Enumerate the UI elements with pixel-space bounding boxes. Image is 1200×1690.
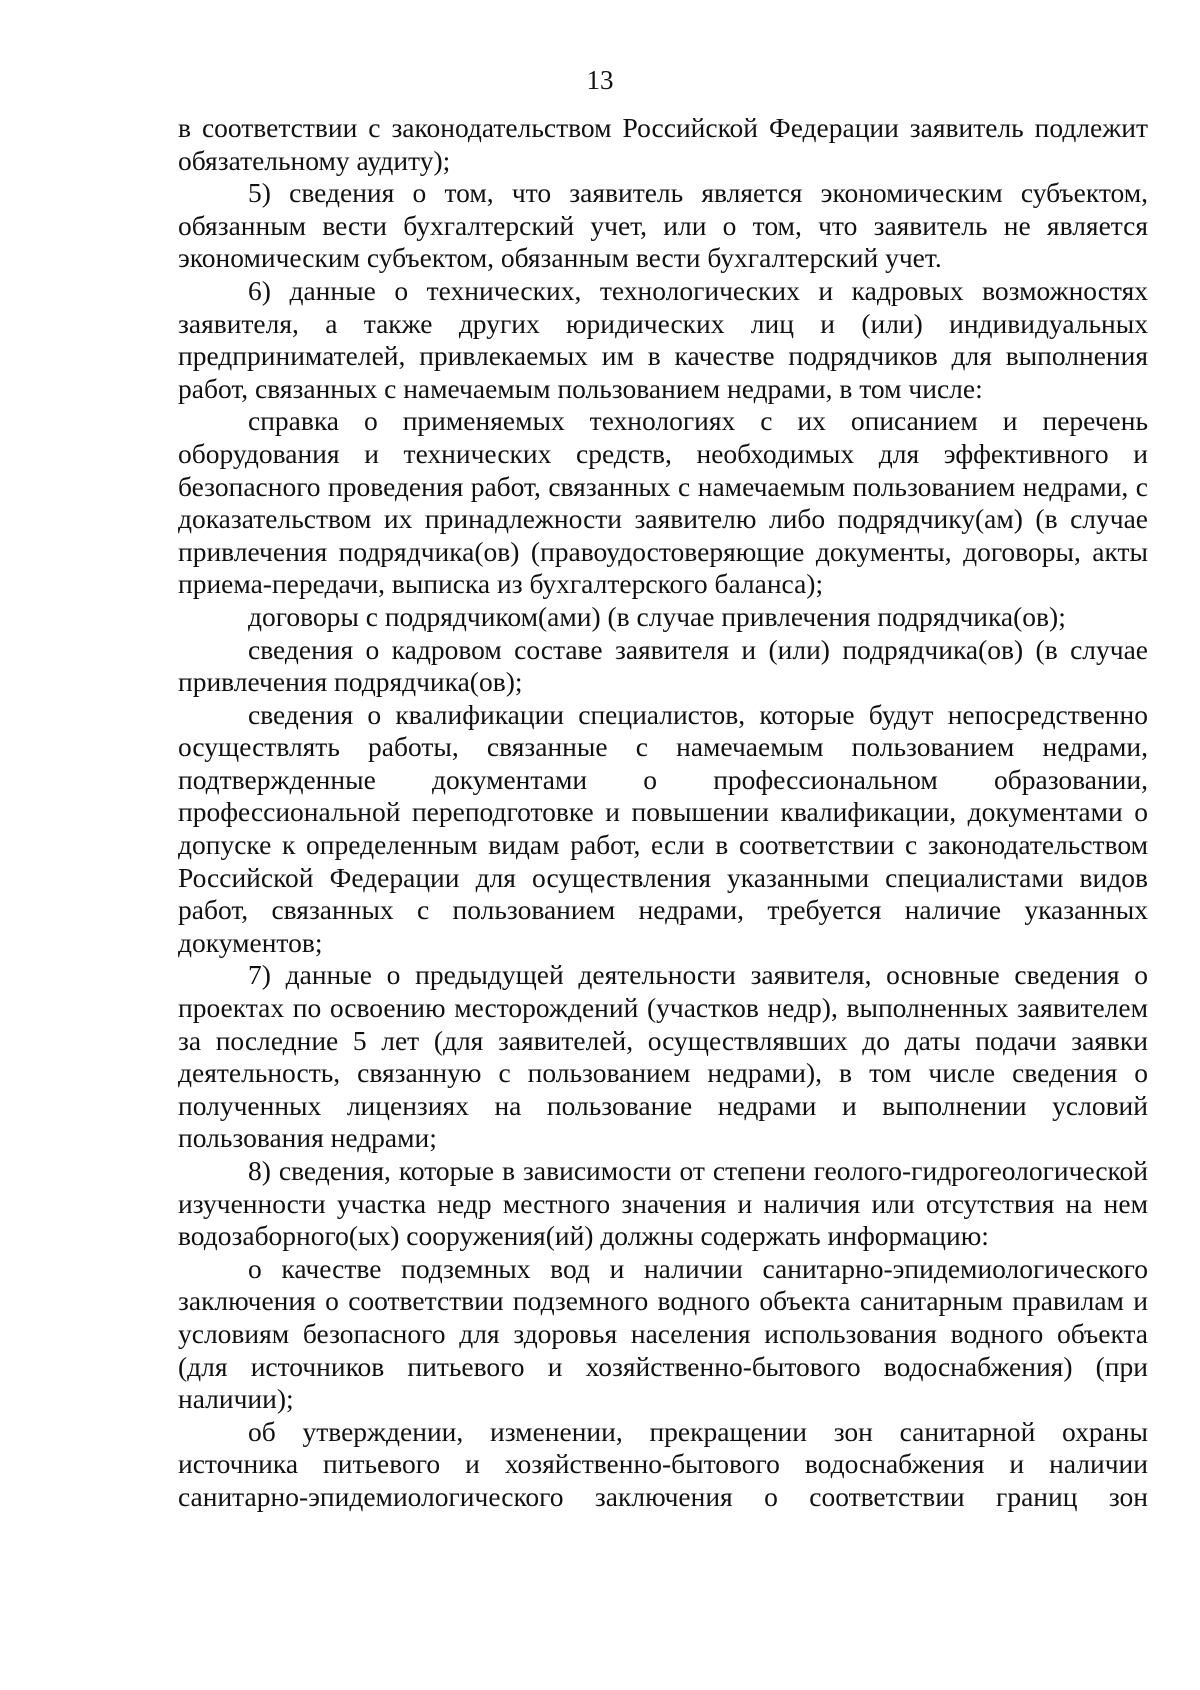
paragraph-item-7: 7) данные о предыдущей деятельности заявителя, основные сведения о проектах по освоению месторождений (участков недр), выполненных заявителем за последние 5 лет (для заявителей, осуществлявших до даты подачи заявки деятельность, связанную с пользованием недрами), в том числе сведения о полученных лицензиях на пользование недрами и выполнении условий пользования недрами; <box>178 959 1148 1154</box>
paragraph-sanitary-zones: об утверждении, изменении, прекращении зон санитарной охраны источника питьевого и хозяйственно-бытового водоснабжения и наличии санитарно-эпидемиологического заключения о соответствии границ зон <box>178 1415 1148 1512</box>
document-body <box>178 112 1148 1514</box>
paragraph-item-6: 6) данные о технических, технологических и кадровых возможностях заявителя, а также других юридических лиц и (или) индивидуальных предпринимателей, привлекаемых им в качестве подрядчиков для выполнения работ, связанных с намечаемым пользованием недрами, в том числе: <box>178 274 1148 404</box>
paragraph-item-8: 8) сведения, которые в зависимости от степени геолого-гидрогеологической изученности участка недр местного значения и наличия или отсутствия на нем водозаборного(ых) сооружения(ий) должны содержать информацию: <box>178 1155 1148 1252</box>
paragraph-contractor-agreements: договоры с подрядчиком(ами) (в случае привлечения подрядчика(ов); <box>248 600 1066 632</box>
paragraph-technology-reference: справка о применяемых технологиях с их описанием и перечень оборудования и технических средств, необходимых для эффективного и безопасного проведения работ, связанных с намечаемым пользованием недрами, с доказательством их принадлежности заявителю либо подрядчику(ам) (в случае привлечения подрядчика(ов) (правоудостоверяющие документы, договоры, акты приема-передачи, выписка из бухгалтерского баланса); <box>178 405 1148 600</box>
page-number: 13 <box>586 65 614 95</box>
paragraph-item-5: 5) сведения о том, что заявитель является экономическим субъектом, обязанным вести бухгалтерский учет, или о том, что заявитель не является экономическим субъектом, обязанным вести бухгалтерский учет. <box>178 177 1148 274</box>
paragraph-groundwater-quality: о качестве подземных вод и наличии санитарно-эпидемиологического заключения о соответствии подземного водного объекта санитарным правилам и условиям безопасного для здоровья населения использования водного объекта (для источников питьевого и хозяйственно-бытового водоснабжения) (при наличии); <box>178 1252 1148 1415</box>
paragraph-continuation: в соответствии с законодательством Российской Федерации заявитель подлежит обязательному аудиту); <box>178 112 1148 176</box>
paragraph-specialist-qualification: сведения о квалификации специалистов, которые будут непосредственно осуществлять работы, связанные с намечаемым пользованием недрами, подтвержденные документами о профессиональном образовании, профессиональной переподготовке и повышении квалификации, документами о допуске к определенным видам работ, если в соответствии с законодательством Российской Федерации для осуществления указанными специалистами видов работ, связанных с пользованием недрами, требуется наличие указанных документов; <box>178 698 1148 958</box>
paragraph-staff-composition: сведения о кадровом составе заявителя и (или) подрядчика(ов) (в случае привлечения подрядчика(ов); <box>178 633 1148 698</box>
